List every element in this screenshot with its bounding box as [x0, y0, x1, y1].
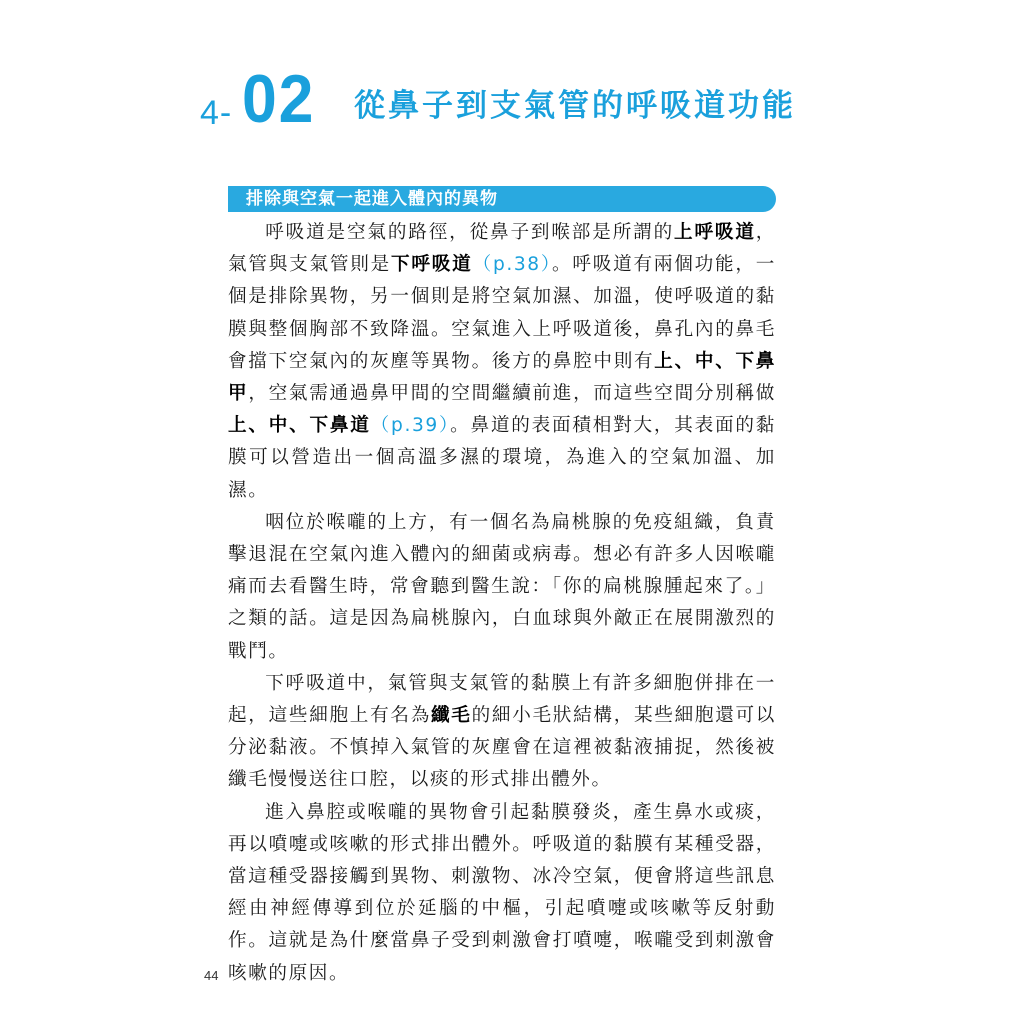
bold-term: 上、中、下鼻甲: [228, 350, 776, 405]
paragraph-4: 進入鼻腔或喉嚨的異物會引起黏膜發炎，產生鼻水或痰，再以噴嚏或咳嗽的形式排出體外。呼吸道的黏膜有某種受器，當這種受器接觸到異物、刺激物、冰冷空氣，便會將這些訊息經由神經傳導到位於延腦的中樞，引起噴嚏或咳嗽等反射動作。這就是為什麼當鼻子受到刺激會打噴嚏，喉嚨受到刺激會咳嗽的原因。: [228, 801, 776, 984]
chapter-heading: [200, 60, 820, 140]
text-run: ，氣管與支氣管則是: [228, 222, 776, 276]
paragraph-2: 咽位於喉嚨的上方，有一個名為扁桃腺的免疫組織，負責擊退混在空氣內進入體內的細菌或病毒。想必有許多人因喉嚨痛而去看醫生時，常會聽到醫生說：「你的扁桃腺腫起來了。」之類的話。這是因為扁桃腺內，白血球與外敵正在展開激烈的戰鬥。: [228, 511, 776, 662]
text-run: 的細小毛狀結構，某些細胞還可以分泌黏液。不慎掉入氣管的灰塵會在這裡被黏液捕捉，然後被纖毛慢慢送往口腔，以痰的形式排出體外。: [228, 705, 776, 791]
text-run: 。呼吸道有兩個功能，一個是排除異物，另一個則是將空氣加濕、加溫，使呼吸道的黏膜與整個胸部不致降溫。空氣進入上呼吸道後，鼻孔內的鼻毛會擋下空氣內的灰塵等異物。後方的鼻腔中則有: [228, 254, 776, 372]
text-run: 呼吸道是空氣的路徑，從鼻子到喉部是所謂的: [265, 222, 675, 243]
paragraph-1: [228, 217, 776, 507]
body-text: [228, 217, 776, 990]
page-reference: （p.38）: [472, 254, 552, 276]
page-number: 44: [204, 968, 219, 983]
text-run: 。鼻道的表面積相對大，其表面的黏膜可以營造出一個高溫多濕的環境，為進入的空氣加溫、加濕。: [228, 415, 776, 501]
bold-term: 纖毛: [431, 705, 472, 727]
chapter-title: 從鼻子到支氣管的呼吸道功能: [354, 88, 796, 124]
page-reference: （p.39）: [370, 415, 451, 437]
bold-term: 下呼吸道: [391, 254, 473, 276]
bold-term: 上呼吸道: [674, 222, 756, 243]
paragraph-3: [228, 668, 776, 797]
bold-term: 上、中、下鼻道: [228, 415, 371, 437]
text-run: 下呼吸道中，氣管與支氣管的黏膜上有許多細胞併排在一起，這些細胞上有名為: [228, 672, 776, 727]
chapter-number: 02: [242, 61, 316, 137]
section-title: 排除與空氣一起進入體內的異物: [246, 189, 498, 209]
section-header-bar: [228, 186, 776, 212]
text-run: ，空氣需通過鼻甲間的空間繼續前進，而這些空間分別稱做: [248, 383, 776, 405]
chapter-prefix: 4-: [200, 94, 233, 132]
